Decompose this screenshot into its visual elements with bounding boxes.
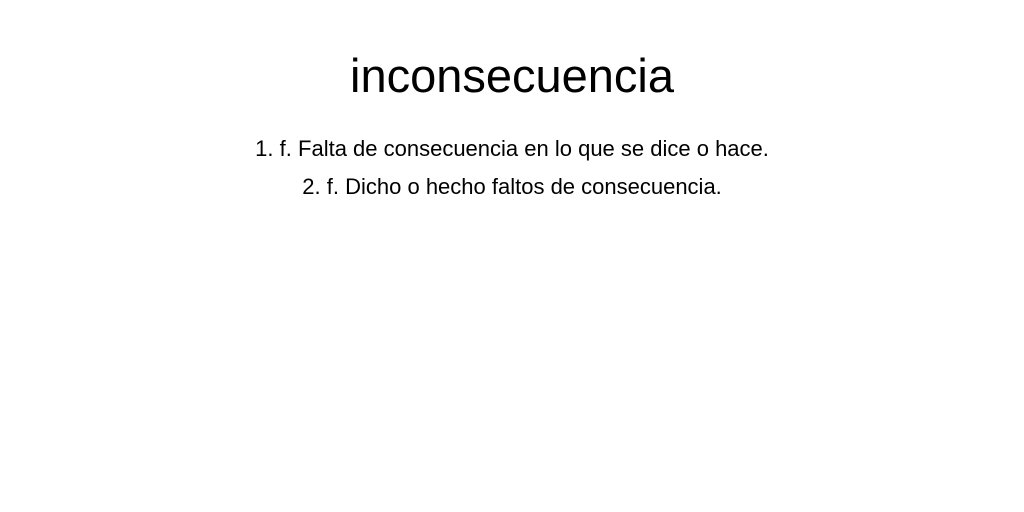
definition-item-2	[0, 168, 1024, 206]
definition-item-1	[0, 130, 1024, 168]
definition-list	[0, 130, 1024, 206]
entry-word: inconsecuencia	[350, 49, 674, 102]
definition-number: 2.	[302, 174, 321, 199]
definition-text: Dicho o hecho faltos de consecuencia.	[345, 174, 722, 199]
definition-text: Falta de consecuencia en lo que se dice o hace.	[298, 136, 769, 161]
grammatical-category: f.	[279, 136, 292, 161]
grammatical-category: f.	[326, 174, 339, 199]
definition-number: 1.	[255, 136, 274, 161]
